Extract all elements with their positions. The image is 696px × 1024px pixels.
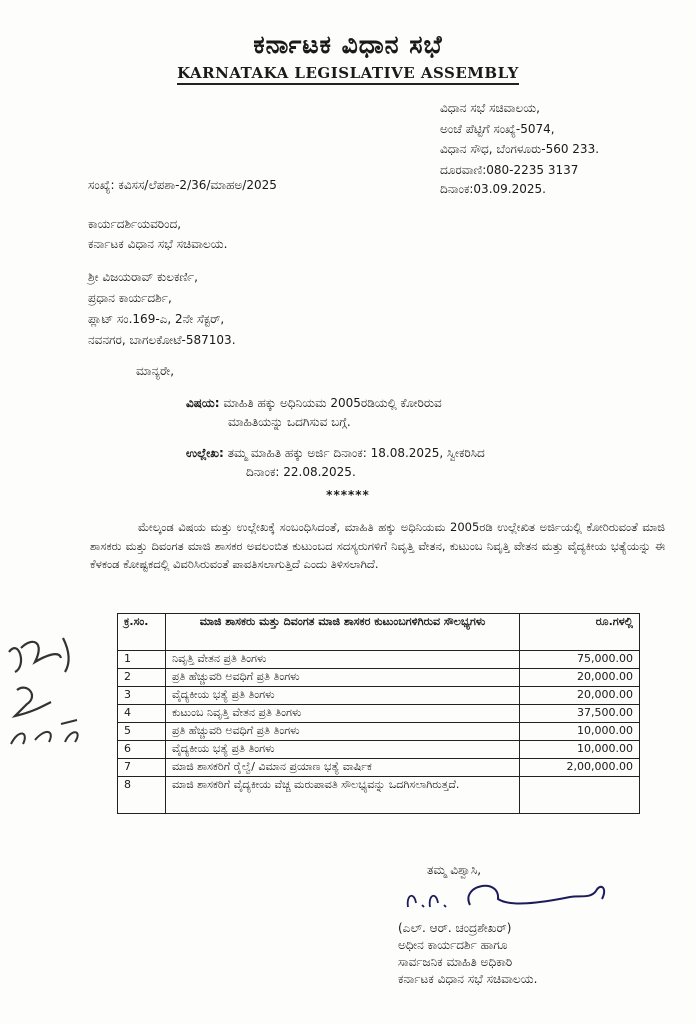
letter-date: ದಿನಾಂಕ:03.09.2025. [440, 182, 546, 196]
addressee-line: ಪ್ರಧಾನ ಕಾರ್ಯದರ್ಶಿ, [88, 291, 172, 305]
subject-label: ವಿಷಯ: [186, 396, 220, 410]
table-row [118, 705, 640, 723]
salutation: ಮಾನ್ಯರೇ, [136, 364, 175, 378]
row-number: 6 [118, 741, 166, 759]
table-header-row [118, 614, 640, 651]
table-row [118, 651, 640, 669]
row-number: 7 [118, 759, 166, 777]
address-line: ವಿಧಾನ ಸೌಧ, ಬೆಂಗಳೂರು-560 233. [440, 142, 600, 156]
row-item: ವೈದ್ಯಕೀಯ ಭತ್ಯೆ ಪ್ರತಿ ತಿಂಗಳು [165, 687, 519, 705]
table-row [118, 669, 640, 687]
row-item: ನಿವೃತ್ತಿ ವೇತನ ಪ್ರತಿ ತಿಂಗಳು [165, 651, 519, 669]
body-paragraph: ಮೇಲ್ಕಂಡ ವಿಷಯ ಮತ್ತು ಉಲ್ಲೇಖಕ್ಕೆ ಸಂಬಂಧಿಸಿದಂತೆ, ಮಾಹಿತಿ ಹಕ್ಕು ಅಧಿನಿಯಮ 2005ರಡಿ ಉಲ್ಲೇಖಿತ ಅರ್ಜಿಯಲ್ಲಿ ಕೋರಿರುವಂತೆ ಮಾಜಿ ಶಾಸಕರು ಮತ್ತು ದಿವಂಗತ ಮಾಜಿ ಶಾಸಕರ ಅವಲಂಬಿತ ಕುಟುಂಬದ ಸದಸ್ಯರುಗಳಿಗೆ ನಿವೃತ್ತಿ ವೇತನ, ಕುಟುಂಬ ನಿವೃತ್ತಿ ವೇತನ ಮತ್ತು ವೈದ್ಯಕೀಯ ಭತ್ಯೆಯನ್ನು ಈ ಕೆಳಕಂಡ ಕೋಷ್ಟಕದಲ್ಲಿ ವಿವರಿಸಿರುವಂತೆ ಪಾವತಿಸಲಾಗುತ್ತಿದೆ ಎಂದು ತಿಳಿಸಲಾಗಿದೆ. [90, 520, 665, 571]
separator: ****** [326, 488, 370, 502]
address-line: ಅಂಚೆ ಪೆಟ್ಟಿಗೆ ಸಂಖ್ಯೆ-5074, [440, 121, 555, 136]
row-number: 5 [118, 723, 166, 741]
office-address [440, 98, 690, 200]
row-number: 1 [118, 651, 166, 669]
row-amount: 20,000.00 [520, 687, 640, 705]
address-line: ದೂರವಾಣಿ:080-2235 3137 [440, 162, 579, 177]
reference-line: ದಿನಾಂಕ: 22.08.2025. [246, 465, 356, 479]
signatory-line: ಸಾರ್ವಜನಿಕ ಮಾಹಿತಿ ಅಧಿಕಾರಿ [398, 955, 513, 969]
subject-line: ಮಾಹಿತಿಯನ್ನು ಒದಗಿಸುವ ಬಗ್ಗೆ. [228, 415, 351, 429]
from-line: ಕರ್ನಾಟಕ ವಿಧಾನ ಸಭೆ ಸಚಿವಾಲಯ. [88, 237, 228, 251]
reference-label: ಉಲ್ಲೇಖ: [186, 446, 224, 460]
row-number: 2 [118, 669, 166, 687]
addressee-line: ನವನಗರ, ಬಾಗಲಕೋಟೆ-587103. [88, 333, 236, 347]
row-item: ಮಾಜಿ ಶಾಸಕರಿಗೆ ರೈಲ್ವೆ/ ವಿಮಾನ ಪ್ರಯಾಣ ಭತ್ಯೆ ವಾರ್ಷಿಕ [165, 759, 519, 777]
table-row [118, 741, 640, 759]
row-number: 8 [118, 777, 166, 814]
addressee-line: ಪ್ಲಾಟ್ ಸಂ.169-ಎ, 2ನೇ ಸೆಕ್ಟರ್, [88, 312, 225, 326]
from-line: ಕಾರ್ಯದರ್ಶಿಯವರಿಂದ, [88, 217, 182, 231]
row-amount: 10,000.00 [520, 741, 640, 759]
closing-line: ತಮ್ಮ ವಿಶ್ವಾಸಿ, [427, 863, 482, 877]
signatory-line: ಅಧೀನ ಕಾರ್ಯದರ್ಶಿ ಹಾಗೂ [398, 938, 508, 952]
letterhead-title-kannada: ಕರ್ನಾಟಕ ವಿಧಾನ ಸಭೆ [253, 30, 443, 59]
addressee-block [88, 267, 236, 351]
row-amount: 75,000.00 [520, 651, 640, 669]
row-amount: 10,000.00 [520, 723, 640, 741]
letterhead-title-english [0, 64, 696, 82]
reference-block [186, 444, 656, 482]
addressee-line: ಶ್ರೀ ವಿಜಯರಾವ್ ಕುಲಕರ್ಣಿ, [88, 270, 198, 284]
row-item: ಪ್ರತಿ ಹೆಚ್ಚುವರಿ ಅವಧಿಗೆ ಪ್ರತಿ ತಿಂಗಳು [165, 723, 519, 741]
subject-line: ಮಾಹಿತಿ ಹಕ್ಕು ಅಧಿನಿಯಮ 2005ರಡಿಯಲ್ಲಿ ಕೋರಿರುವ [223, 396, 442, 410]
row-item: ಮಾಜಿ ಶಾಸಕರಿಗೆ ವೈದ್ಯಕೀಯ ವೆಚ್ಚ ಮರುಪಾವತಿ ಸೌಲಭ್ಯವನ್ನು ಒದಗಿಸಲಾಗಿರುತ್ತದೆ. [165, 777, 519, 814]
handwritten-initials [5, 632, 85, 752]
row-number: 3 [118, 687, 166, 705]
row-amount [520, 777, 640, 814]
row-amount: 2,00,000.00 [520, 759, 640, 777]
reference-number: ಸಂಖ್ಯೆ: ಕವಿಸಸ/ಲೆಪಶಾ-2/36/ಮಾಹಅ/2025 [88, 178, 277, 192]
table-row [118, 777, 640, 814]
from-block [88, 214, 227, 254]
column-header: ಮಾಜಿ ಶಾಸಕರು ಮತ್ತು ದಿವಂಗತ ಮಾಜಿ ಶಾಸಕರ ಕುಟುಂಬಗಳಿಗಿರುವ ಸೌಲಭ್ಯಗಳು [165, 614, 519, 651]
table-row [118, 687, 640, 705]
table-row [118, 723, 640, 741]
signatory-line: ಕರ್ನಾಟಕ ವಿಧಾನ ಸಭೆ ಸಚಿವಾಲಯ. [398, 972, 538, 986]
signatory-name: (ಎಲ್. ಆರ್. ಚಂದ್ರಶೇಖರ್) [398, 921, 512, 935]
subject-block [186, 394, 656, 432]
column-header: ರೂ.ಗಳಲ್ಲಿ [520, 614, 640, 651]
letterhead-title-english-text: KARNATAKA LEGISLATIVE ASSEMBLY [177, 64, 519, 85]
signature [400, 877, 620, 917]
row-number: 4 [118, 705, 166, 723]
address-line: ವಿಧಾನ ಸಭೆ ಸಚಿವಾಲಯ, [440, 101, 540, 115]
signatory-block [398, 920, 537, 988]
row-item: ವೈದ್ಯಕೀಯ ಭತ್ಯೆ ಪ್ರತಿ ತಿಂಗಳು [165, 741, 519, 759]
reference-line: ತಮ್ಮ ಮಾಹಿತಿ ಹಕ್ಕು ಅರ್ಜಿ ದಿನಾಂಕ: 18.08.2025, ಸ್ವೀಕರಿಸಿದ [227, 446, 485, 460]
row-item: ಕುಟುಂಬ ನಿವೃತ್ತಿ ವೇತನ ಪ್ರತಿ ತಿಂಗಳು [165, 705, 519, 723]
row-amount: 37,500.00 [520, 705, 640, 723]
column-header: ಕ್ರ.ಸಂ. [118, 614, 166, 651]
row-item: ಪ್ರತಿ ಹೆಚ್ಚುವರಿ ಅವಧಿಗೆ ಪ್ರತಿ ತಿಂಗಳು [165, 669, 519, 687]
benefits-table [117, 613, 640, 814]
row-amount: 20,000.00 [520, 669, 640, 687]
table-row [118, 759, 640, 777]
